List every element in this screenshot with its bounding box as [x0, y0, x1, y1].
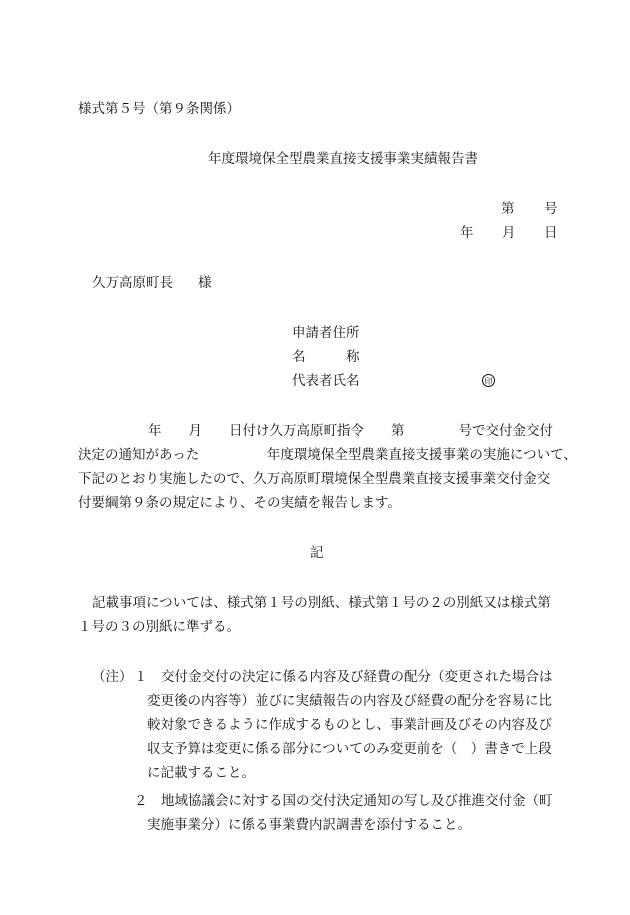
- body-line: 年 月 日付け久万高原町指令 第 号で交付金交付: [148, 423, 553, 439]
- note-line: 交付金交付の決定に係る内容及び経費の配分（変更された場合は: [161, 669, 553, 685]
- notes-label: （注）: [92, 669, 133, 685]
- note-line: 実施事業分）に係る事業費内訳調書を添付すること。: [147, 817, 471, 833]
- applicant-name-label: 名 称: [292, 349, 360, 365]
- body-line: 下記のとおり実施したので、久万高原町環境保全型農業直接支援事業交付金交: [78, 471, 551, 487]
- date-month-label: 月: [502, 225, 516, 241]
- date-day-label: 日: [544, 225, 558, 241]
- form-header: 様式第５号（第９条関係）: [78, 101, 240, 117]
- note-line: 収支予算は変更に係る部分についてのみ変更前を（ ）書きで上段: [147, 741, 552, 757]
- instruction-line: １号の３の別紙に準ずる。: [78, 619, 240, 635]
- number-dai-label: 第: [501, 201, 515, 217]
- number-go-label: 号: [544, 201, 558, 217]
- body-line: 付要綱第９条の規定により、その実績を報告します。: [78, 495, 401, 511]
- note-line: 変更後の内容等）並びに実績報告の内容及び経費の配分を容易に比: [147, 693, 552, 709]
- note-line: 較対象できるように作成するものとし、事業計画及びその内容及び: [147, 717, 552, 733]
- addressee-honorific: 様: [198, 275, 212, 291]
- applicant-representative-label: 代表者氏名: [292, 373, 360, 389]
- note-number: １: [134, 669, 148, 685]
- document-title: 年度環境保全型農業直接支援事業実績報告書: [208, 151, 478, 167]
- note-number: ２: [134, 793, 148, 809]
- applicant-address-label: 申請者住所: [292, 325, 360, 341]
- instruction-line: 記載事項については、様式第１号の別紙、様式第１号の２の別紙又は様式第: [92, 595, 551, 611]
- note-line: 地域協議会に対する国の交付決定通知の写し及び推進交付金（町: [161, 793, 553, 809]
- body-line: 決定の通知があった 年度環境保全型農業直接支援事業の実施について、: [78, 447, 577, 463]
- date-year-label: 年: [460, 225, 474, 241]
- ki-heading: 記: [310, 545, 324, 561]
- seal-mark: 印: [482, 374, 495, 387]
- addressee-name: 久万高原町長: [92, 275, 173, 291]
- note-line: に記載すること。: [147, 765, 255, 781]
